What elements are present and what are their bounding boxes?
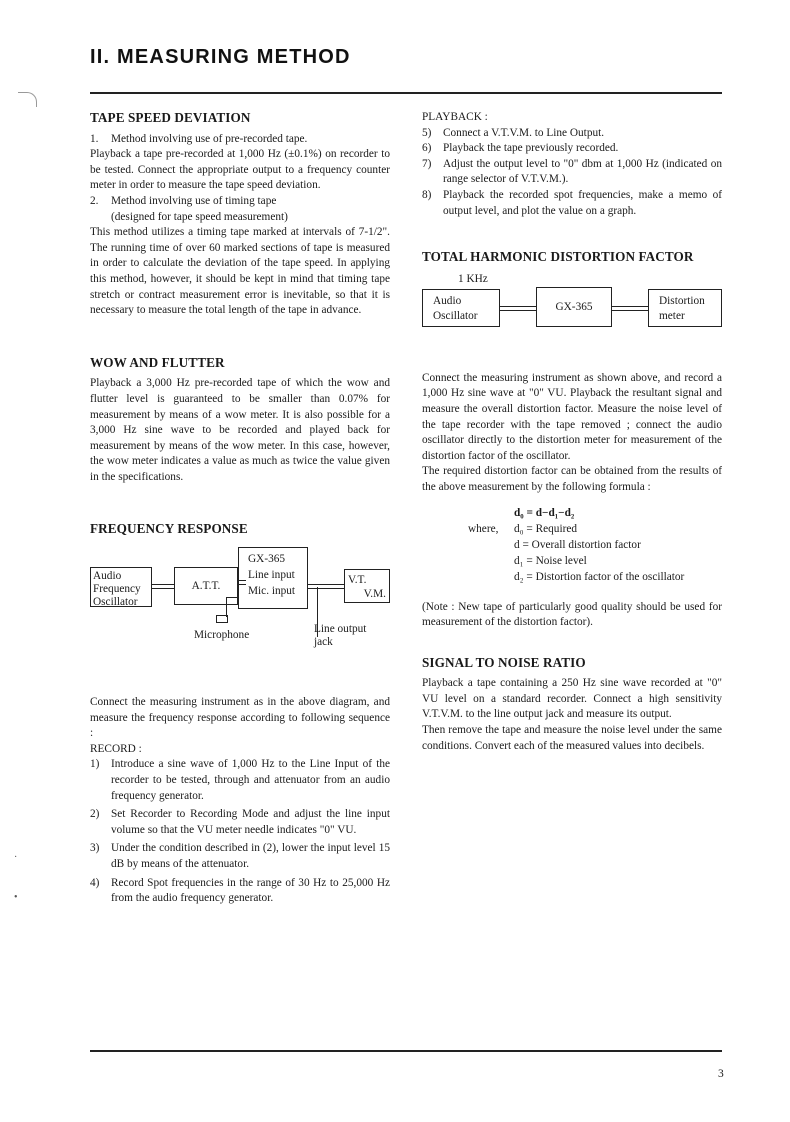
right-column xyxy=(422,110,722,754)
freq-response-diagram xyxy=(90,547,390,667)
scan-dot: • xyxy=(14,892,18,903)
box-label: Mic. input xyxy=(248,585,296,598)
thd-diagram xyxy=(422,273,722,343)
connection-line xyxy=(500,306,536,311)
list-item xyxy=(90,807,390,838)
wow-text: Playback a 3,000 Hz pre-recorded tape of which the wow and flutter level is guaranteed to be smaller than 0.07% for measurement by means of a wow meter. It is also possible for a 3,000 Hz sine wave to be recorded and played back for measurement by means of the wow meter. In this case, however, the wow meter indicates a value as much as twice the value given in the specifications. xyxy=(90,377,390,483)
tape-speed-method-2 xyxy=(90,194,390,210)
thd-text-1: Connect the measuring instrument as shown above, and record a 1,000 Hz sine wave at "0" VU. Playback the resultant signal and measure the overall distortion factor. Measure the noise level of the tape recorder with the tape removed ; connect the audio oscillator directly to the distortion meter for measurement of the distortion factor of the oscillator. xyxy=(422,371,722,462)
step-text: Under the condition described in (2), lower the input level 15 dB by means of the attenuator. xyxy=(111,842,390,870)
step-number: 8) xyxy=(422,188,432,201)
list-item xyxy=(90,757,390,804)
header-rule xyxy=(90,92,722,94)
snr-text-2: Then remove the tape and measure the noise level under the same conditions. Convert each of the measured values into decibels. xyxy=(422,724,722,752)
att-box xyxy=(174,567,238,605)
formula-def: d = Overall distortion factor xyxy=(514,538,641,551)
gx-365-box xyxy=(238,547,308,609)
list-item xyxy=(422,126,722,142)
microphone-cable xyxy=(226,597,238,598)
thd-text-2: The required distortion factor can be obtained from the results of the above measurement by the following formula : xyxy=(422,465,722,493)
tape-speed-method-2-sub: (designed for tape speed measurement) xyxy=(111,210,288,223)
step-text: Playback the tape previously recorded. xyxy=(443,142,619,155)
step-number: 3) xyxy=(90,842,100,855)
box-label: Audio xyxy=(433,294,462,307)
step-text: Adjust the output level to "0" dbm at 1,000 Hz (indicated on range selector of V.T.V.M.). xyxy=(443,157,722,186)
box-label: V.T. xyxy=(348,574,367,587)
list-item xyxy=(422,141,722,157)
method-label: Method involving use of pre-recorded tape. xyxy=(111,132,308,145)
box-label: V.M. xyxy=(363,588,386,601)
box-label: Distortion xyxy=(659,294,705,307)
step-text: Set Recorder to Recording Mode and adjust the line input volume so that the VU meter needle indicates "0" VU. xyxy=(111,808,390,836)
thd-note: (Note : New tape of particularly good quality should be used for measurement of the distortion factor). xyxy=(422,600,722,629)
microphone-cable xyxy=(226,597,227,617)
method-number: 1. xyxy=(90,132,99,145)
list-item xyxy=(422,157,722,188)
box-label: Frequency xyxy=(93,583,141,596)
step-text: Connect a V.T.V.M. to Line Output. xyxy=(443,126,605,139)
playback-label: PLAYBACK : xyxy=(422,111,488,123)
formula-def: d₀ = Required xyxy=(514,522,578,535)
wow-heading: WOW AND FLUTTER xyxy=(90,354,225,370)
list-item xyxy=(90,876,390,907)
box-label: GX-365 xyxy=(555,300,593,313)
tape-speed-method-1 xyxy=(90,132,390,148)
box-label: Oscillator xyxy=(433,309,478,322)
step-number: 6) xyxy=(422,142,432,155)
step-text: Playback the recorded spot frequencies, make a memo of output level, and plot the value on a graph. xyxy=(443,188,722,217)
thd-formula-block xyxy=(422,506,722,588)
microphone-label: Microphone xyxy=(194,629,250,642)
step-number: 5) xyxy=(422,126,432,139)
left-column xyxy=(90,110,390,907)
tape-speed-method-1-text: Playback a tape pre-recorded at 1,000 Hz (±0.1%) on recorder to be tested. Connect the appropriate output to a frequency counter meter in order to measure the tape speed deviation. xyxy=(90,148,390,192)
method-label: Method involving use of timing tape xyxy=(111,194,277,207)
label-line: Line output xyxy=(314,623,367,636)
chapter-title: II. MEASURING METHOD xyxy=(90,46,351,68)
line-output-label xyxy=(314,623,366,649)
freq-intro-text: Connect the measuring instrument as in the above diagram, and measure the frequency response according to following sequence : xyxy=(90,696,390,740)
box-label: Oscillator xyxy=(93,596,138,609)
box-label: Line input xyxy=(248,569,295,582)
step-number: 7) xyxy=(422,157,432,170)
microphone-icon xyxy=(216,615,228,623)
box-label: Audio xyxy=(93,570,122,583)
method-number: 2. xyxy=(90,194,99,207)
freq-heading: FREQUENCY RESPONSE xyxy=(90,521,248,537)
page-number: 3 xyxy=(718,1068,724,1080)
record-steps xyxy=(90,757,390,906)
record-label: RECORD : xyxy=(90,742,142,755)
audio-oscillator-box xyxy=(422,289,500,327)
gx-365-box xyxy=(536,287,612,327)
snr-text-1: Playback a tape containing a 250 Hz sine wave recorded at "0" VU level on a standard recorder. Connect a high sensitivity V.T.V.M. to the line output jack and measure its output. xyxy=(422,677,722,721)
step-number: 4) xyxy=(90,876,100,889)
tape-speed-heading: TAPE SPEED DEVIATION xyxy=(90,110,251,125)
box-label: meter xyxy=(659,309,685,322)
list-item xyxy=(90,841,390,872)
label-line: jack xyxy=(314,636,333,649)
formula-where: where, xyxy=(468,522,499,535)
scan-mark-left xyxy=(18,92,37,107)
list-item xyxy=(422,188,722,219)
footer-rule xyxy=(90,1050,722,1052)
box-label: GX-365 xyxy=(248,553,286,566)
audio-frequency-oscillator-box xyxy=(90,567,152,607)
formula: d₀ = d−d₁−d₂ xyxy=(514,506,575,519)
distortion-meter-box xyxy=(648,289,722,327)
formula-def: d₁ = Noise level xyxy=(514,554,587,567)
step-text: Record Spot frequencies in the range of 30 Hz to 25,000 Hz from the audio frequency generator. xyxy=(111,876,390,905)
step-number: 2) xyxy=(90,808,100,821)
playback-steps xyxy=(422,126,722,220)
step-text: Introduce a sine wave of 1,000 Hz to the Line Input of the recorder to be tested, through and attenuator from an audio frequency generator. xyxy=(111,758,390,802)
connection-line xyxy=(152,584,174,589)
thd-heading: TOTAL HARMONIC DISTORTION FACTOR xyxy=(422,249,694,265)
vtvm-box xyxy=(344,569,390,603)
frequency-label: 1 KHz xyxy=(458,272,488,285)
step-number: 1) xyxy=(90,758,100,771)
scan-dot: · xyxy=(14,852,18,863)
formula-def: d₂ = Distortion factor of the oscillator xyxy=(514,570,685,583)
tape-speed-method-2-text: This method utilizes a timing tape marked at intervals of 7-1/2". The running time of over 60 marked sections of tape is measured in order to calculate the deviation of the tape speed. In applying this method, however, it should be kept in mind that timing tape stretch or contract measurement error is inevitable, so that it is necessary to measure the total length of the tape in advance. xyxy=(90,226,390,317)
connection-line xyxy=(612,306,648,311)
box-label: A.T.T. xyxy=(191,580,221,593)
connection-line xyxy=(308,584,344,589)
snr-heading: SIGNAL TO NOISE RATIO xyxy=(422,654,586,670)
